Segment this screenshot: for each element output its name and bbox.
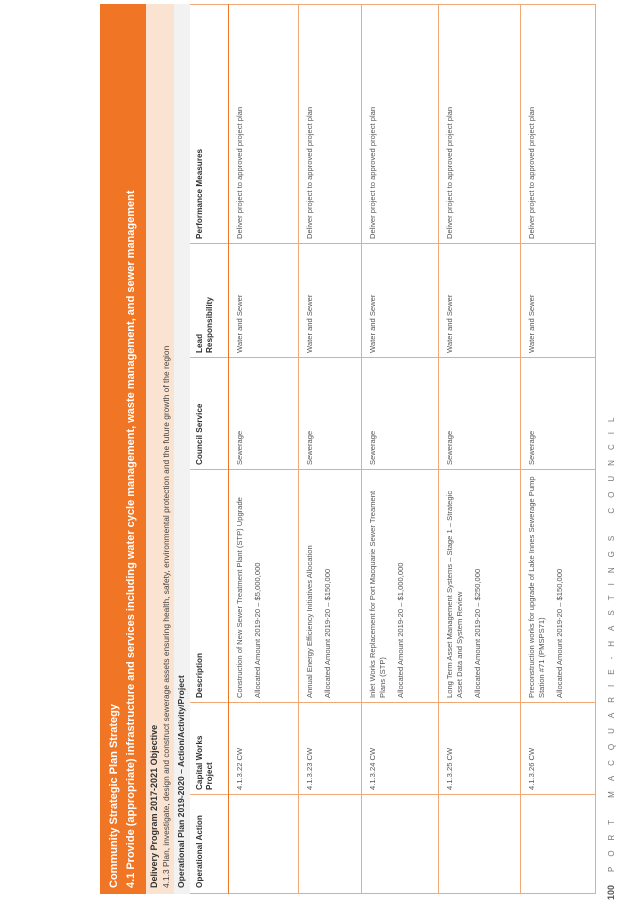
cell-council-service: Sewerage: [527, 430, 536, 465]
column-divider: [190, 794, 596, 795]
column-divider: [190, 469, 596, 470]
cell-council-service: Sewerage: [445, 430, 454, 465]
cell-capital-works-project: 4.1.3.22 CW: [235, 747, 244, 790]
column-divider: [190, 702, 596, 703]
cell-description: [368, 476, 406, 698]
table-border-right: [190, 4, 596, 5]
cell-lead-responsibility: Water and Sewer: [527, 294, 536, 353]
description-text: Construction of New Sewer Treatment Plant (STP) Upgrade: [235, 497, 244, 698]
table-border-bottom: [595, 4, 596, 894]
allocated-amount: Allocated Amount 2019-20 – $150,000: [323, 568, 332, 698]
column-divider: [190, 357, 596, 358]
cell-performance-measures: Deliver project to approved project plan: [368, 106, 377, 239]
cell-lead-responsibility: Water and Sewer: [305, 294, 314, 353]
row-divider: [298, 4, 299, 894]
column-header-operational-action: Operational Action: [195, 815, 204, 888]
delivery-program-title: Delivery Program 2017-2021 Objective: [149, 724, 159, 888]
allocated-amount: Allocated Amount 2019-20 – $150,000: [555, 568, 564, 698]
strategy-title: Community Strategic Plan Strategy: [108, 704, 120, 888]
cell-lead-responsibility: Water and Sewer: [445, 294, 454, 353]
allocated-amount: Allocated Amount 2019-20 – $250,000: [473, 568, 482, 698]
description-text: Annual Energy Efficiency Initiatives Allocation: [305, 545, 314, 698]
column-header-lead-responsibility: Lead Responsibility: [195, 297, 214, 353]
allocated-amount: Allocated Amount 2019-20 – $5,000,000: [253, 562, 262, 698]
cell-performance-measures: Deliver project to approved project plan: [235, 106, 244, 239]
cell-council-service: Sewerage: [305, 430, 314, 465]
cell-capital-works-project: 4.1.3.24 CW: [368, 747, 377, 790]
row-divider: [361, 4, 362, 894]
strategy-header: [100, 4, 146, 894]
column-header-capital-works-project: Capital Works Project: [195, 735, 214, 790]
operational-plan-title: Operational Plan 2019-2020 – Action/Activity/Project: [176, 675, 186, 888]
organisation-name: PORT MACQUARIE-HASTINGS COUNCIL: [607, 407, 616, 872]
cell-capital-works-project: 4.1.3.23 CW: [305, 747, 314, 790]
cell-description: [445, 476, 483, 698]
operational-plan-band: [174, 4, 190, 894]
page-number: 100: [606, 884, 616, 900]
allocated-amount: Allocated Amount 2019-20 – $1,000,000: [396, 562, 405, 698]
row-divider: [520, 4, 521, 894]
cell-lead-responsibility: Water and Sewer: [368, 294, 377, 353]
cell-capital-works-project: 4.1.3.26 CW: [527, 747, 536, 790]
cell-performance-measures: Deliver project to approved project plan: [445, 106, 454, 239]
delivery-program-band: [146, 4, 174, 894]
header-row-divider: [228, 4, 229, 894]
delivery-program-objective: 4.1.3 Plan, investigate, design and construct sewerage assets ensuring health, safety, environmental protection and the future growth of the region: [161, 345, 171, 888]
cell-capital-works-project: 4.1.3.25 CW: [445, 747, 454, 790]
description-text: Long Term Asset Management Systems – Stage 1 – Strategic Asset Data and System Review: [445, 490, 464, 698]
column-divider: [190, 243, 596, 244]
cell-lead-responsibility: Water and Sewer: [235, 294, 244, 353]
cell-description: [527, 476, 565, 698]
column-header-council-service: Council Service: [195, 403, 204, 465]
cell-council-service: Sewerage: [235, 430, 244, 465]
description-text: Preconstruction works for upgrade of Lake Innes Sewerage Pump Station #71 (PMSPS71): [527, 476, 546, 698]
column-header-description: Description: [195, 652, 204, 698]
strategy-item: 4.1 Provide (appropriate) infrastructure and services including water cycle management, waste management, and sewer management: [125, 190, 137, 888]
table-border-left: [190, 893, 596, 894]
description-text: Inlet Works Replacement for Port Macquarie Sewer Treament Plans (STP): [368, 490, 387, 698]
cell-performance-measures: Deliver project to approved project plan: [527, 106, 536, 239]
cell-description: [305, 476, 333, 698]
actions-table: [190, 4, 596, 894]
column-header-performance-measures: Performance Measures: [195, 148, 204, 239]
cell-description: [235, 476, 263, 698]
cell-performance-measures: Deliver project to approved project plan: [305, 106, 314, 239]
cell-council-service: Sewerage: [368, 430, 377, 465]
row-divider: [438, 4, 439, 894]
